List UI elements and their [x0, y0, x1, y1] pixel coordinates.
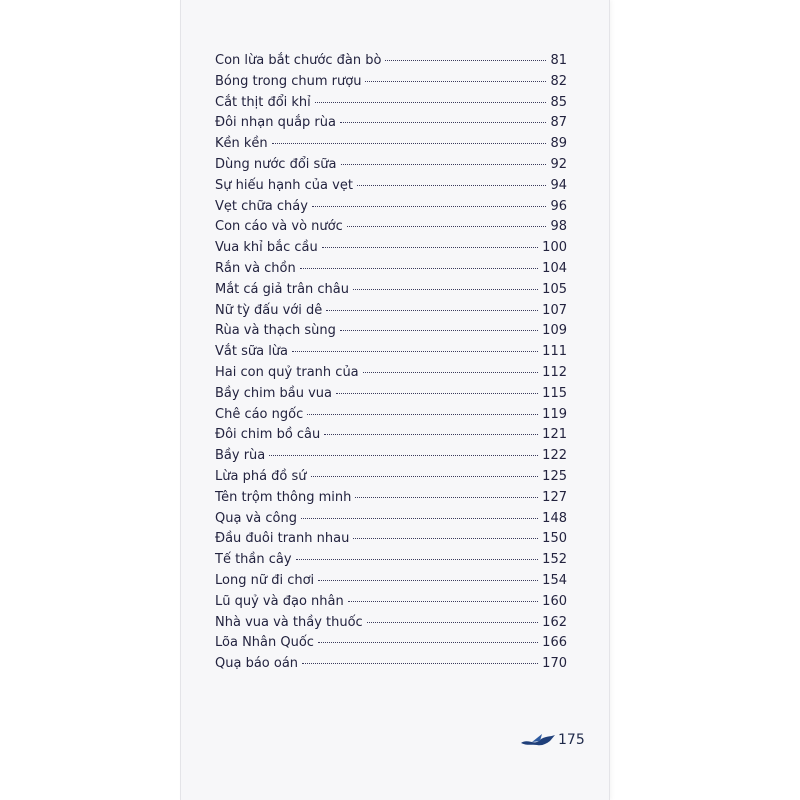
table-of-contents: [215, 51, 567, 675]
toc-entry: [215, 238, 567, 259]
dot-leader: [315, 102, 547, 103]
dot-leader: [272, 143, 547, 144]
toc-entry-page: 109: [542, 323, 567, 339]
toc-entry: [215, 550, 567, 571]
dot-leader: [300, 268, 538, 269]
toc-entry: [215, 342, 567, 363]
toc-entry: [215, 259, 567, 280]
toc-entry-page: 81: [550, 53, 567, 68]
dot-leader: [301, 518, 538, 519]
toc-entry: [215, 197, 567, 218]
dot-leader: [363, 372, 539, 373]
toc-entry: [215, 488, 567, 509]
toc-entry-title: Dùng nước đổi sữa: [215, 156, 337, 172]
toc-entry-page: 160: [542, 593, 567, 609]
toc-entry: [215, 571, 567, 592]
toc-entry: [215, 113, 567, 134]
toc-entry-title: Long nữ đi chơi: [215, 572, 315, 588]
toc-entry: [215, 93, 567, 114]
dot-leader: [296, 559, 539, 560]
toc-entry-title: Bầy rùa: [215, 448, 266, 464]
dot-leader: [318, 580, 538, 581]
dot-leader: [326, 310, 538, 311]
toc-entry-title: Sự hiếu hạnh của vẹt: [215, 177, 353, 193]
toc-entry-title: Đầu đuôi tranh nhau: [215, 531, 350, 547]
toc-entry: [215, 654, 567, 675]
toc-entry-title: Vua khỉ bắc cầu: [215, 240, 318, 256]
dot-leader: [353, 289, 538, 290]
toc-entry: [215, 280, 567, 301]
toc-entry: [215, 613, 567, 634]
toc-entry-title: Mắt cá giả trân châu: [215, 281, 349, 297]
dot-leader: [322, 247, 538, 248]
toc-entry-title: Con lừa bắt chước đàn bò: [215, 53, 382, 68]
dot-leader: [348, 601, 538, 602]
dot-leader: [353, 538, 538, 539]
toc-entry-title: Rắn và chồn: [215, 260, 296, 276]
dot-leader: [385, 60, 546, 61]
toc-entry: [215, 446, 567, 467]
toc-entry: [215, 155, 567, 176]
toc-entry: [215, 467, 567, 488]
toc-entry-title: Chê cáo ngốc: [215, 406, 304, 422]
toc-entry-title: Lõa Nhân Quốc: [215, 635, 314, 651]
dot-leader: [292, 351, 538, 352]
toc-entry-page: 127: [542, 489, 567, 505]
toc-entry-title: Bóng trong chum rượu: [215, 73, 362, 89]
toc-entry: [215, 217, 567, 238]
dot-leader: [318, 642, 538, 643]
toc-entry: [215, 363, 567, 384]
toc-entry: [215, 405, 567, 426]
toc-entry-title: Vắt sữa lừa: [215, 344, 289, 360]
dot-leader: [365, 81, 546, 82]
dot-leader: [341, 164, 547, 165]
toc-entry-page: 170: [542, 656, 567, 672]
toc-entry-page: 125: [542, 468, 567, 484]
page-number: 175: [558, 732, 585, 748]
toc-entry-page: 87: [550, 115, 567, 131]
toc-entry: [215, 72, 567, 93]
toc-entry-title: Đôi chim bồ câu: [215, 427, 321, 443]
toc-entry: [215, 384, 567, 405]
toc-entry-title: Lũ quỷ và đạo nhân: [215, 593, 344, 609]
toc-entry-title: Tên trộm thông minh: [215, 489, 352, 505]
dot-leader: [307, 414, 538, 415]
toc-entry: [215, 633, 567, 654]
toc-entry-title: Nữ tỳ đấu với dê: [215, 302, 323, 318]
dot-leader: [324, 434, 538, 435]
toc-entry-title: Vẹt chữa cháy: [215, 198, 308, 214]
toc-entry-title: Đôi nhạn quắp rùa: [215, 115, 336, 131]
dot-leader: [311, 476, 539, 477]
toc-entry: [215, 134, 567, 155]
toc-entry-page: 119: [542, 406, 567, 422]
toc-entry-title: Tế thần cây: [215, 552, 292, 568]
toc-entry-page: 162: [542, 614, 567, 630]
toc-entry-page: 154: [542, 572, 567, 588]
toc-entry-page: 92: [550, 156, 567, 172]
bird-ornament-icon: [520, 732, 556, 748]
toc-entry-page: 112: [542, 364, 567, 380]
toc-entry-title: Hai con quỷ tranh của: [215, 364, 359, 380]
toc-entry: [215, 51, 567, 72]
toc-entry-page: 89: [550, 136, 567, 152]
dot-leader: [357, 185, 547, 186]
toc-entry: [215, 592, 567, 613]
toc-entry-page: 152: [542, 552, 567, 568]
dot-leader: [347, 226, 547, 227]
toc-entry: [215, 425, 567, 446]
toc-entry-title: Cắt thịt đổi khỉ: [215, 94, 311, 110]
toc-entry-page: 96: [550, 198, 567, 214]
dot-leader: [312, 206, 547, 207]
toc-entry-title: Lừa phá đồ sứ: [215, 468, 307, 484]
dot-leader: [340, 330, 538, 331]
toc-entry-page: 82: [550, 73, 567, 89]
toc-entry-page: 150: [542, 531, 567, 547]
toc-entry-page: 122: [542, 448, 567, 464]
dot-leader: [336, 393, 538, 394]
toc-entry-page: 105: [542, 281, 567, 297]
dot-leader: [269, 455, 538, 456]
toc-entry-title: Rùa và thạch sùng: [215, 323, 336, 339]
dot-leader: [355, 497, 538, 498]
toc-entry-title: Con cáo và vò nước: [215, 219, 343, 235]
toc-entry-page: 111: [542, 344, 567, 360]
toc-entry-page: 166: [542, 635, 567, 651]
toc-entry-page: 107: [542, 302, 567, 318]
toc-entry-page: 94: [550, 177, 567, 193]
dot-leader: [340, 122, 546, 123]
toc-entry-title: Quạ và công: [215, 510, 297, 526]
toc-entry-page: 104: [542, 260, 567, 276]
toc-entry-page: 98: [550, 219, 567, 235]
page-folio: [520, 732, 585, 748]
toc-entry-page: 85: [550, 94, 567, 110]
dot-leader: [367, 622, 538, 623]
toc-entry-page: 121: [542, 427, 567, 443]
toc-entry: [215, 301, 567, 322]
toc-entry-page: 115: [542, 385, 567, 401]
toc-entry-title: Kền kền: [215, 136, 268, 152]
toc-entry-page: 148: [542, 510, 567, 526]
toc-entry-title: Bầy chim bầu vua: [215, 385, 332, 401]
toc-entry-page: 100: [542, 240, 567, 256]
dot-leader: [302, 663, 538, 664]
toc-entry: [215, 509, 567, 530]
toc-entry: [215, 176, 567, 197]
toc-entry: [215, 529, 567, 550]
toc-entry-title: Nhà vua và thầy thuốc: [215, 614, 363, 630]
toc-entry: [215, 321, 567, 342]
toc-entry-title: Quạ báo oán: [215, 656, 299, 672]
